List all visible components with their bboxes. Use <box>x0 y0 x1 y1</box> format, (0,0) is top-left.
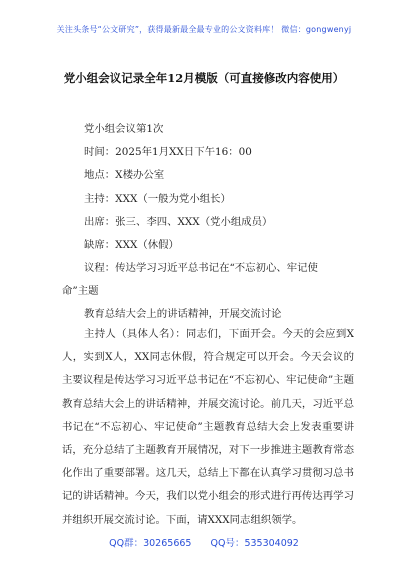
footer-contact <box>0 535 408 549</box>
footer-qq-group: QQ群：30265665 <box>109 538 192 549</box>
meeting-attendees: 出席：张三、李四、XXX（党小组成员） <box>84 216 273 228</box>
header-promo-note: 关注头条号“公文研究”，获得最新最全最专业的公文资料库！ 微信：gongwenyj <box>56 25 352 34</box>
footer-qq-number: QQ号：535304092 <box>210 538 299 549</box>
agenda-line-1: 议程：传达学习习近平总书记在“不忘初心、牢记使 <box>84 262 318 274</box>
meeting-number: 党小组会议第1次 <box>84 123 164 135</box>
meeting-place: 地点：X楼办公室 <box>84 169 165 181</box>
meeting-host: 主持：XXX（一般为党小组长） <box>84 193 231 205</box>
document-title: 党小组会议记录全年12月模版（可直接修改内容使用） <box>63 71 345 85</box>
meeting-time: 时间：2025年1月XX日下午16：00 <box>84 146 252 158</box>
meeting-absent: 缺席：XXX（休假） <box>84 239 179 251</box>
agenda-line-3: 教育总结大会上的讲话精神，开展交流讨论 <box>84 308 282 320</box>
host-speech-paragraph: 主持人（具体人名）：同志们，下面开会。今天的会应到X人，实到X人，XX同志休假，符合规定可以开会。今天会议的主要议程是传达学习习近平总书记在“不忘初心、牢记使命”主题教育总结大会上的讲话精神，并展交流讨论。前几天，习近平总书记在“不忘初心、牢记使命”主题教育总结大会上发表重要讲话，充分总结了主题教育开展情况，对下一步推进主题教育常态化作出了重要部署。这几天，总结上下都在认真学习贯彻习总书记的讲话精神。今天，我们以党小组会的形式进行再传达再学习并组织开展交流讨论。下面，请XXX同志组织领学。 <box>62 328 354 526</box>
agenda-line-2: 命”主题 <box>62 285 99 297</box>
